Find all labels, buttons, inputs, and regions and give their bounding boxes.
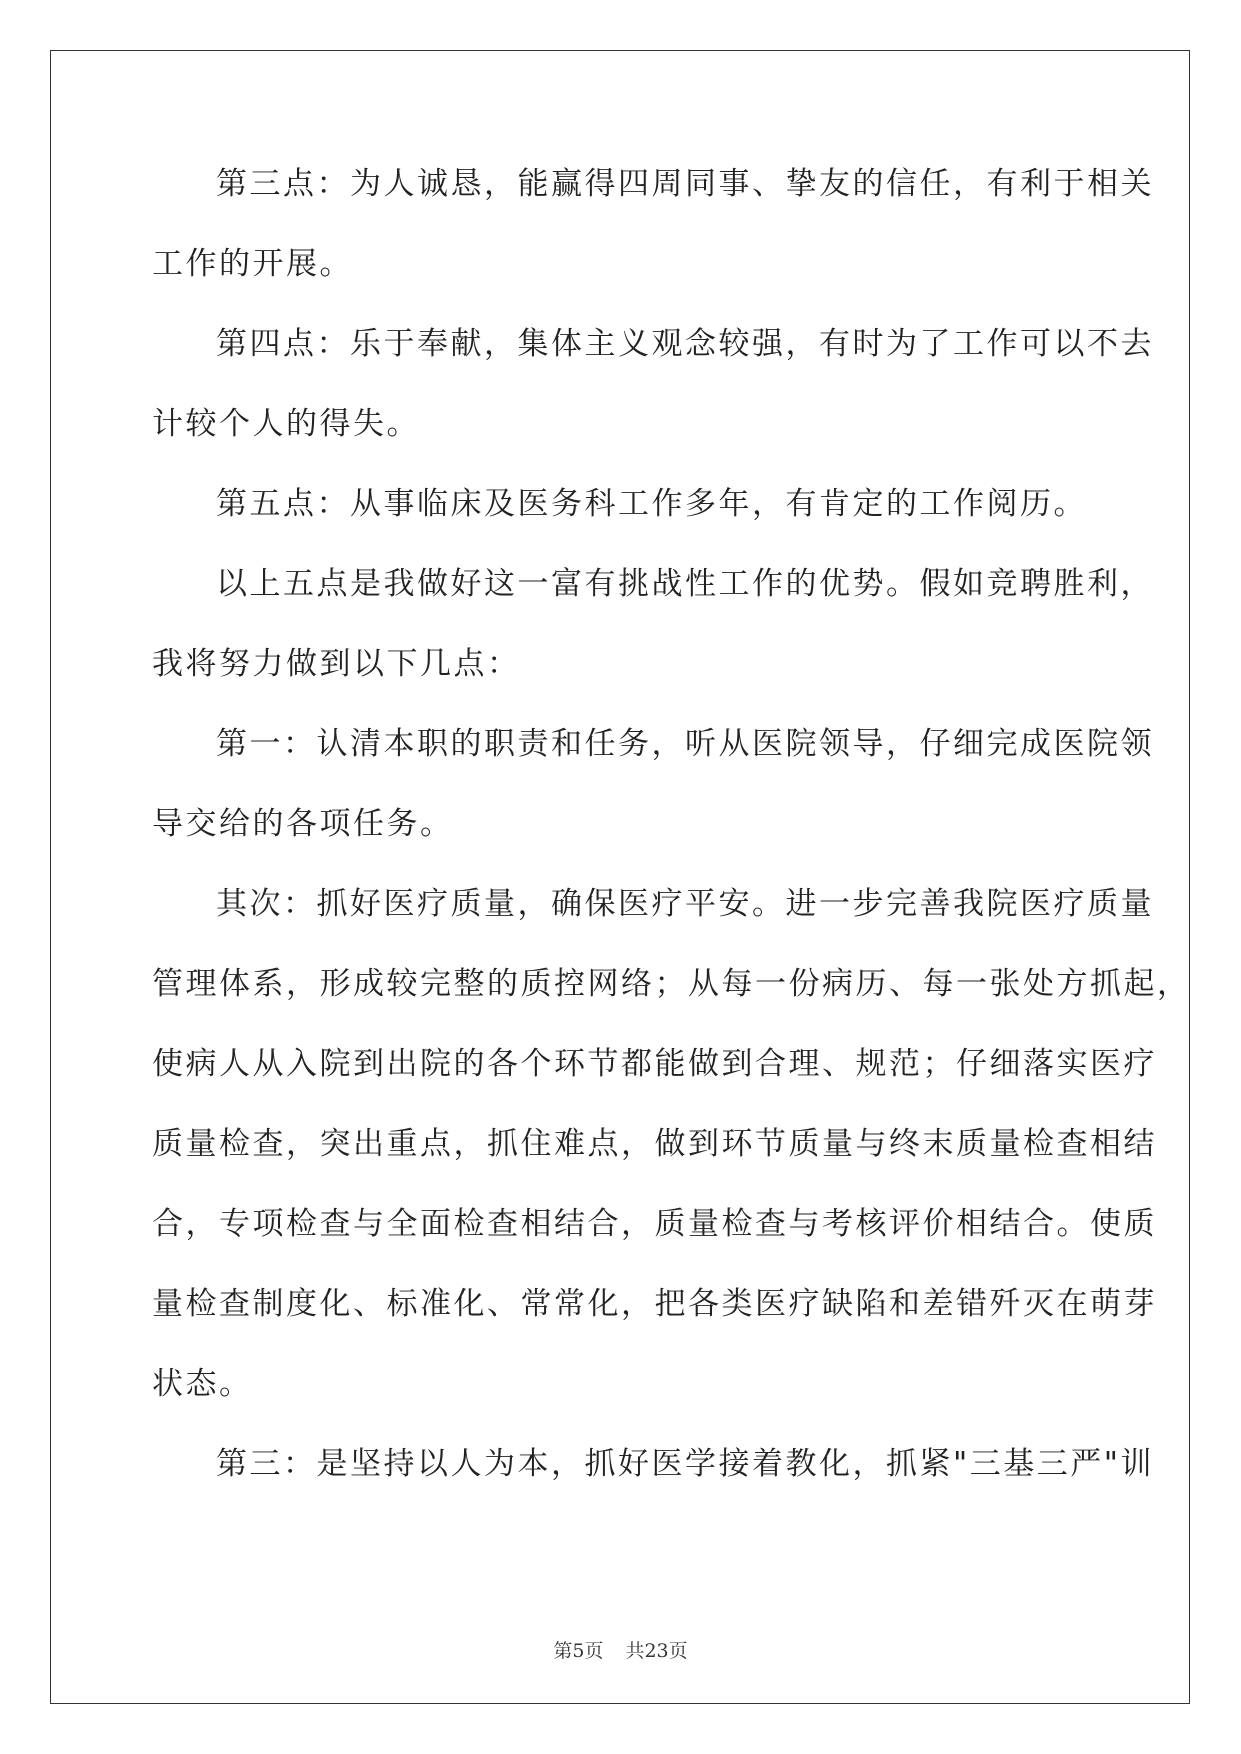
paragraph-line: 第三点：为人诚恳，能赢得四周同事、挚友的信任，有利于相关 <box>216 166 1154 202</box>
document-body <box>152 164 1191 1524</box>
paragraph-line: 第三：是坚持以人为本，抓好医学接着教化，抓紧"三基三严"训 <box>216 1446 1155 1482</box>
paragraph-line: 其次：抓好医疗质量，确保医疗平安。进一步完善我院医疗质量 <box>216 886 1154 922</box>
paragraph-line: 导交给的各项任务。 <box>152 806 454 842</box>
paragraph-line: 计较个人的得失。 <box>152 406 420 442</box>
paragraph-line: 第五点：从事临床及医务科工作多年，有肯定的工作阅历。 <box>216 486 1087 522</box>
paragraph-line: 以上五点是我做好这一富有挑战性工作的优势。假如竞聘胜利， <box>216 566 1154 602</box>
paragraph-line: 使病人从入院到出院的各个环节都能做到合理、规范；仔细落实医疗 <box>152 1046 1157 1082</box>
paragraph-line: 第一：认清本职的职责和任务，听从医院领导，仔细完成医院领 <box>216 726 1154 762</box>
paragraph-line: 状态。 <box>152 1366 253 1402</box>
page-total: 共23页 <box>625 1640 688 1662</box>
paragraph-line: 第四点：乐于奉献，集体主义观念较强，有时为了工作可以不去 <box>216 326 1154 362</box>
paragraph-line: 工作的开展。 <box>152 246 353 282</box>
page-footer <box>0 1636 1241 1663</box>
paragraph-line: 量检查制度化、标准化、常常化，把各类医疗缺陷和差错歼灭在萌芽 <box>152 1286 1157 1322</box>
paragraph-line: 合，专项检查与全面检查相结合，质量检查与考核评价相结合。使质 <box>152 1206 1157 1242</box>
paragraph-line: 管理体系，形成较完整的质控网络；从每一份病历、每一张处方抓起， <box>152 966 1191 1002</box>
paragraph-line: 质量检查，突出重点，抓住难点，做到环节质量与终末质量检查相结 <box>152 1126 1157 1162</box>
page-number: 第5页 <box>553 1640 604 1662</box>
paragraph-line: 我将努力做到以下几点： <box>152 646 521 682</box>
